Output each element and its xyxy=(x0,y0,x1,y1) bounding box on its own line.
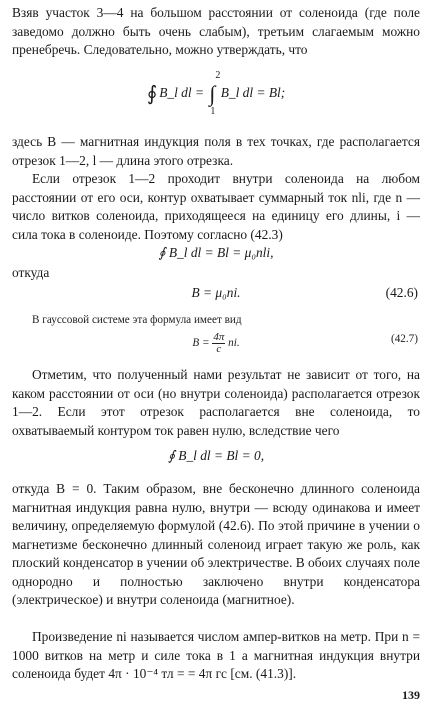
paragraph-4: откуда xyxy=(12,265,50,280)
formula-1-rhs: B_l dl = Bl; xyxy=(220,85,286,100)
contour-integral-symbol: ∮ xyxy=(146,83,158,105)
formula-42-7 xyxy=(0,332,432,355)
page-number: 139 xyxy=(402,688,420,702)
equation-number-42-7: (42.7) xyxy=(390,333,418,345)
formula-contour-integral-1 xyxy=(0,70,432,117)
formula-contour-integral-3: ∮ B_l dl = Bl = 0, xyxy=(167,448,265,463)
lower-limit: 1 xyxy=(210,106,216,117)
paragraph-1: Взяв участок 3—4 на большом расстоянии от соленоида (где поле заведомо должно быть очень слабым), третьим слагаемым можно пренебречь. Следовательно, можно утверждать, что xyxy=(12,5,420,57)
definite-integral-symbol: ∫ 2 1 xyxy=(209,81,215,106)
gaussian-note: В гауссовой системе эта формула имеет вид xyxy=(32,314,242,326)
paragraph-7: откуда B = 0. Таким образом, вне бесконечно длинного соленоида магнитная индукция равна нулю, внутри — всюду одинакова и имеет величину, определяемую формулой (42.6). По этой причине в учении о магнетизме бесконечно длинный соленоид играет такую же роль, как плоский конденсатор в учении об электричестве. В обоих случаях поле однородно и полностью заключено внутри конденсатора (электрическое) и внутри соленоида (магнитное). xyxy=(12,481,420,607)
formula-1-lhs: B_l dl = xyxy=(159,85,204,100)
paragraph-3: Если отрезок 1—2 проходит внутри соленоида на любом расстоянии от его оси, контур охватывает суммарный ток nli, где n — число витков соленоида, приходящееся на единицу его длины, i — сила тока в соленоиде. Поэтому согласно (42.3) xyxy=(12,171,420,242)
fraction-4pi-c: $\frac{4\pi}{c}$ xyxy=(213,331,225,355)
paragraph-6: Отметим, что полученный нами результат не зависит от того, на каком расстоянии от оси (но внутри соленоида) располагается отрезок 1—2. Если этот отрезок располагается вне соленоида, то охватываемый контуром ток равен нулю, вследствие чего xyxy=(12,367,420,438)
formula-3: B = μ₀ni. xyxy=(191,285,241,300)
paragraph-2: здесь B — магнитная индукция поля в тех точках, где располагается отрезок 1—2, l — длина этого отрезка. xyxy=(12,134,420,168)
equation-number-42-6: (42.6) xyxy=(385,285,418,300)
formula-contour-integral-2: ∮ B_l dl = Bl = μ₀nli, xyxy=(158,245,274,260)
paragraph-8: Произведение ni называется числом ампер-витков на метр. При n = 1000 витков на метр и силе тока в 1 а магнитная индукция внутри соленоида будет 4π · 10⁻⁴ тл = = 4π гс [см. (41.3)]. xyxy=(12,629,420,681)
formula-42-6 xyxy=(0,284,432,303)
formula-4-lhs: B = xyxy=(192,337,210,350)
upper-limit: 2 xyxy=(215,70,221,81)
formula-4-rhs: ni. xyxy=(228,337,240,350)
